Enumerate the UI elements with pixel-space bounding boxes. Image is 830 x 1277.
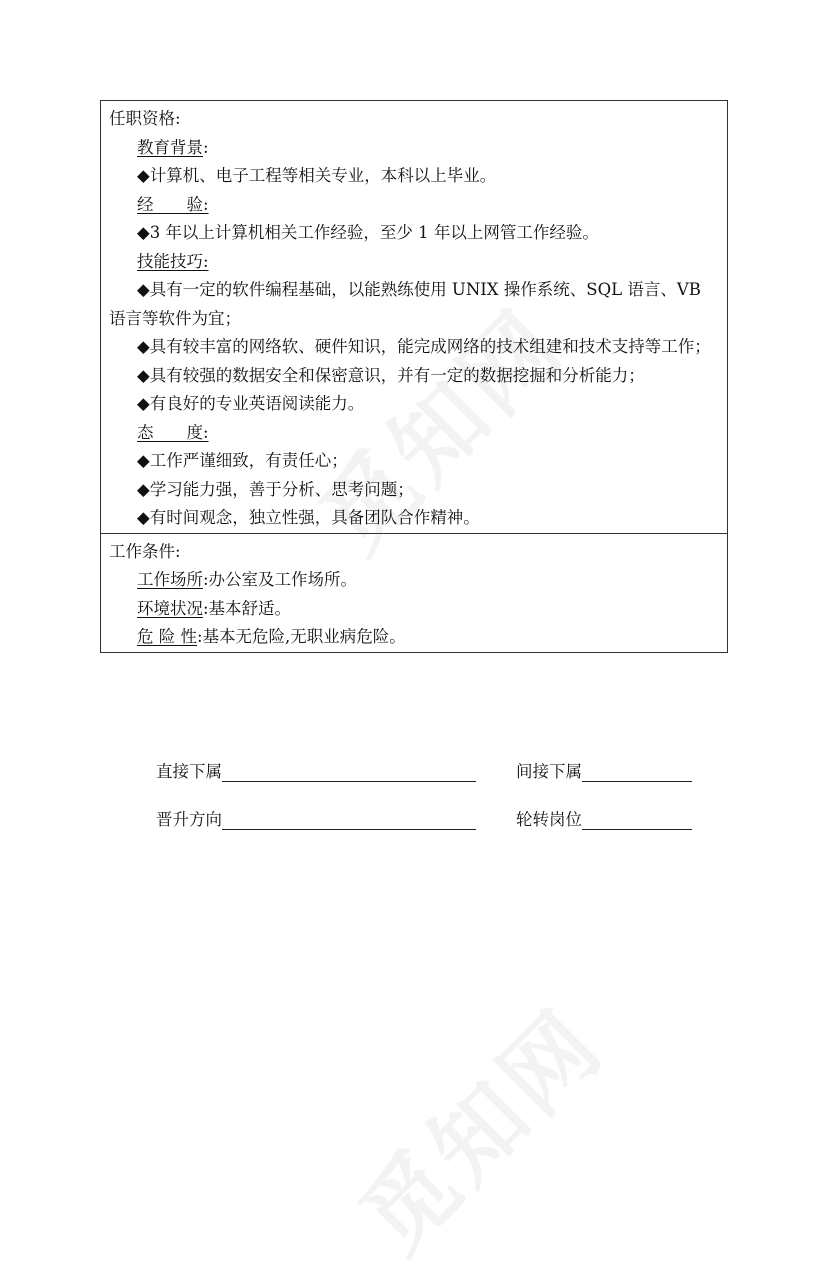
rotation-position-label: 轮转岗位	[516, 810, 582, 829]
condition-value: :基本无危险,无职业病危险。	[197, 627, 406, 646]
promotion-direction-label: 晋升方向	[156, 810, 222, 829]
rotation-position-field[interactable]	[582, 811, 692, 830]
skills-item: ◆具有较丰富的网络软、硬件知识，能完成网络的技术组建和技术支持等工作；	[137, 337, 711, 356]
condition-label: 危 险 性	[137, 627, 197, 646]
skills-item: ◆具有一定的软件编程基础，以能熟练使用 UNIX 操作系统、SQL 语言、VB 语言等软件为宜；	[109, 280, 701, 328]
qualifications-title: 任职资格:	[109, 109, 181, 128]
direct-subordinate-label: 直接下属	[156, 762, 222, 781]
job-requirements-table	[100, 100, 728, 653]
colon: :	[203, 422, 209, 442]
attitude-item: ◆有时间观念，独立性强，具备团队合作精神。	[137, 508, 480, 527]
colon: :	[203, 194, 209, 214]
condition-row	[109, 623, 721, 652]
skills-item: ◆有良好的专业英语阅读能力。	[137, 394, 365, 413]
colon: :	[203, 251, 209, 271]
experience-label: 经 验	[137, 194, 203, 214]
condition-row	[109, 566, 721, 595]
indirect-subordinate-field[interactable]	[582, 763, 692, 782]
colon: :	[203, 137, 209, 157]
qualifications-cell	[101, 101, 728, 534]
watermark	[326, 975, 627, 1276]
experience-item: ◆3 年以上计算机相关工作经验，至少 1 年以上网管工作经验。	[137, 223, 599, 242]
conditions-title: 工作条件:	[109, 541, 181, 561]
signature-row-1	[156, 758, 716, 782]
attitude-item: ◆工作严谨细致，有责任心；	[137, 451, 348, 470]
signature-row-2	[156, 806, 716, 830]
skills-item: ◆具有较强的数据安全和保密意识，并有一定的数据挖掘和分析能力；	[137, 365, 645, 385]
promotion-direction-field[interactable]	[222, 811, 476, 830]
attitude-label: 态 度	[137, 422, 203, 442]
attitude-item: ◆学习能力强，善于分析、思考问题；	[137, 479, 414, 499]
condition-label: 工作场所	[137, 570, 203, 589]
condition-value: :办公室及工作场所。	[203, 570, 358, 589]
direct-subordinate-field[interactable]	[222, 763, 476, 782]
education-label: 教育背景	[137, 137, 203, 157]
condition-value: :基本舒适。	[203, 598, 292, 618]
education-item: ◆计算机、电子工程等相关专业，本科以上毕业。	[137, 166, 497, 185]
condition-row	[109, 595, 721, 624]
conditions-cell	[101, 533, 728, 652]
indirect-subordinate-label: 间接下属	[516, 762, 582, 781]
condition-label: 环境状况	[137, 598, 203, 618]
skills-label: 技能技巧	[137, 251, 203, 271]
